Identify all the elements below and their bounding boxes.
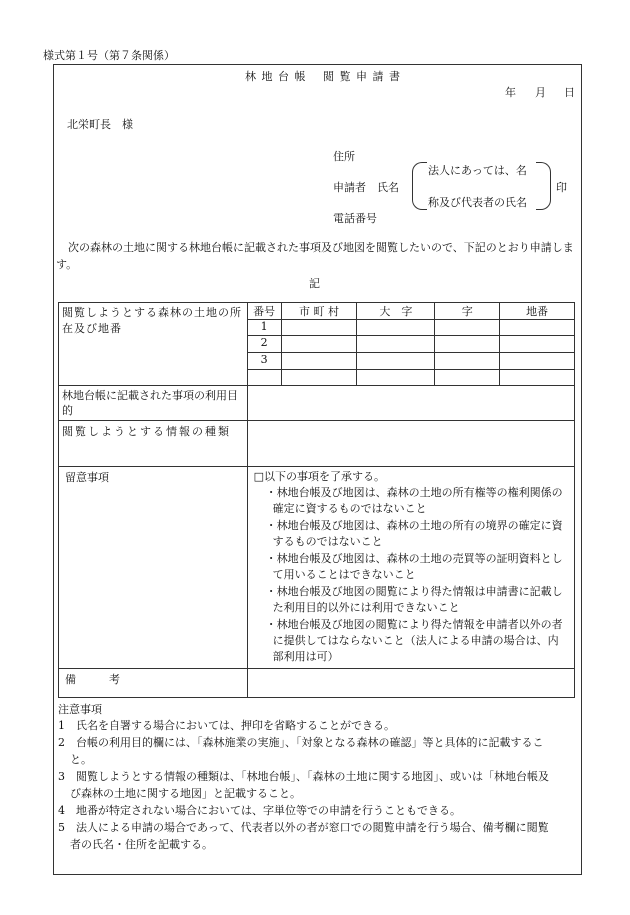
acknowledge-checkbox[interactable]: [248, 467, 574, 485]
remarks-label-cell: [59, 669, 248, 698]
cell-aza-4[interactable]: [435, 370, 500, 386]
corp-note-line2: 称及び代表者の氏名: [428, 196, 527, 209]
bracket-right: [536, 162, 551, 210]
cell-aza-1[interactable]: [435, 320, 500, 336]
notes-item-5: ・林地台帳及び地図の閲覧により得た情報を申請者以外の者に提供してはならないこと（法人による申請の場合は、内部利用は可）: [265, 618, 563, 663]
notes-heading: 注意事項: [58, 703, 102, 716]
row-number-2: 2: [247, 336, 281, 353]
purpose-input[interactable]: [247, 386, 574, 421]
row-number-1: 1: [247, 320, 281, 336]
col-header-lot-number: 地番: [500, 303, 575, 320]
note-5: 5 法人による申請の場合であって、代表者以外の者が窓口での閲覧申請を行う場合、備考欄に閲覧者の氏名・住所を記載する。: [58, 821, 549, 851]
cell-lot-4[interactable]: [500, 370, 575, 386]
location-label: 閲覧しようとする森林の土地の所在及び地番: [62, 306, 242, 335]
cell-oaza-4[interactable]: [357, 370, 435, 386]
date-month: 月: [535, 86, 546, 99]
note-3: 3 閲覧しようとする情報の種類は、「林地台帳」、「森林の土地に関する地図」、或いは「林地台帳及び森林の土地に関する地図」と記載すること。: [58, 770, 549, 800]
row-number-4: [247, 370, 281, 386]
col-header-oaza: 大 字: [357, 303, 435, 320]
corp-note-line1: 法人にあっては、名: [428, 164, 527, 177]
application-table: [58, 302, 575, 698]
notes-item-1: ・林地台帳及び地図は、森林の土地の所有権等の権利関係の確定に資するものではないこと: [265, 486, 563, 515]
remarks-input[interactable]: [247, 669, 574, 698]
cell-municipality-4[interactable]: [281, 370, 357, 386]
acknowledge-label: □以下の事項を了承する。: [253, 470, 386, 483]
notes-item-2: ・林地台帳及び地図は、森林の土地の所有の境界の確定に資するものではないこと: [265, 519, 563, 548]
cell-lot-2[interactable]: [500, 336, 575, 353]
info-type-label-cell: [59, 421, 248, 467]
note-1: 1 氏名を自署する場合においては、押印を省略することができる。: [58, 719, 395, 732]
notes-item-3: ・林地台帳及び地図は、森林の土地の売買等の証明資料として用いることはできないこと: [265, 552, 563, 581]
cell-municipality-2[interactable]: [281, 336, 357, 353]
application-statement: 次の森林の土地に関する林地台帳に記載された事項及び地図を閲覧したいので、下記のとおり申請します。: [56, 241, 574, 271]
notes-label-cell: [59, 467, 248, 669]
form-number: 様式第１号（第７条関係）: [43, 49, 175, 62]
date-year: 年: [505, 86, 516, 99]
cell-municipality-3[interactable]: [281, 353, 357, 370]
col-header-number: 番号: [247, 303, 281, 320]
note-4: 4 地番が特定されない場合においては、字単位等での申請を行うこともできる。: [58, 804, 461, 817]
purpose-label: 林地台帳に記載された事項の利用目的: [62, 389, 238, 417]
ki-mark: 記: [309, 277, 320, 290]
row-number-3: 3: [247, 353, 281, 370]
info-type-label: 閲覧しようとする情報の種類: [62, 425, 231, 438]
cell-municipality-1[interactable]: [281, 320, 357, 336]
cell-lot-1[interactable]: [500, 320, 575, 336]
cell-aza-3[interactable]: [435, 353, 500, 370]
info-type-input[interactable]: [247, 421, 574, 467]
notes-label: 留意事項: [65, 471, 109, 484]
col-header-municipality: 市 町 村: [281, 303, 357, 320]
cell-aza-2[interactable]: [435, 336, 500, 353]
cell-oaza-2[interactable]: [357, 336, 435, 353]
applicant-name-label: 申請者 氏名: [333, 181, 399, 194]
address-label: 住所: [333, 150, 355, 163]
addressee: 北栄町長 様: [67, 118, 133, 131]
seal-mark: 印: [556, 181, 567, 194]
bracket-left: [412, 162, 427, 210]
col-header-aza: 字: [435, 303, 500, 320]
remarks-label: 備 考: [65, 673, 120, 686]
cell-lot-3[interactable]: [500, 353, 575, 370]
cell-oaza-3[interactable]: [357, 353, 435, 370]
form-title: 林 地 台 帳 閲 覧 申 請 書: [245, 70, 401, 83]
notes-content-cell: [247, 467, 574, 669]
location-label-cell: [59, 303, 248, 386]
date-day: 日: [564, 86, 575, 99]
notes-item-4: ・林地台帳及び地図の閲覧により得た情報は申請書に記載した利用目的以外には利用できないこと: [265, 585, 563, 614]
cell-oaza-1[interactable]: [357, 320, 435, 336]
phone-label: 電話番号: [333, 212, 377, 225]
note-2: 2 台帳の利用目的欄には、「森林施業の実施」、「対象となる森林の確認」等と具体的に記載すること。: [58, 736, 544, 766]
purpose-label-cell: [59, 386, 248, 421]
